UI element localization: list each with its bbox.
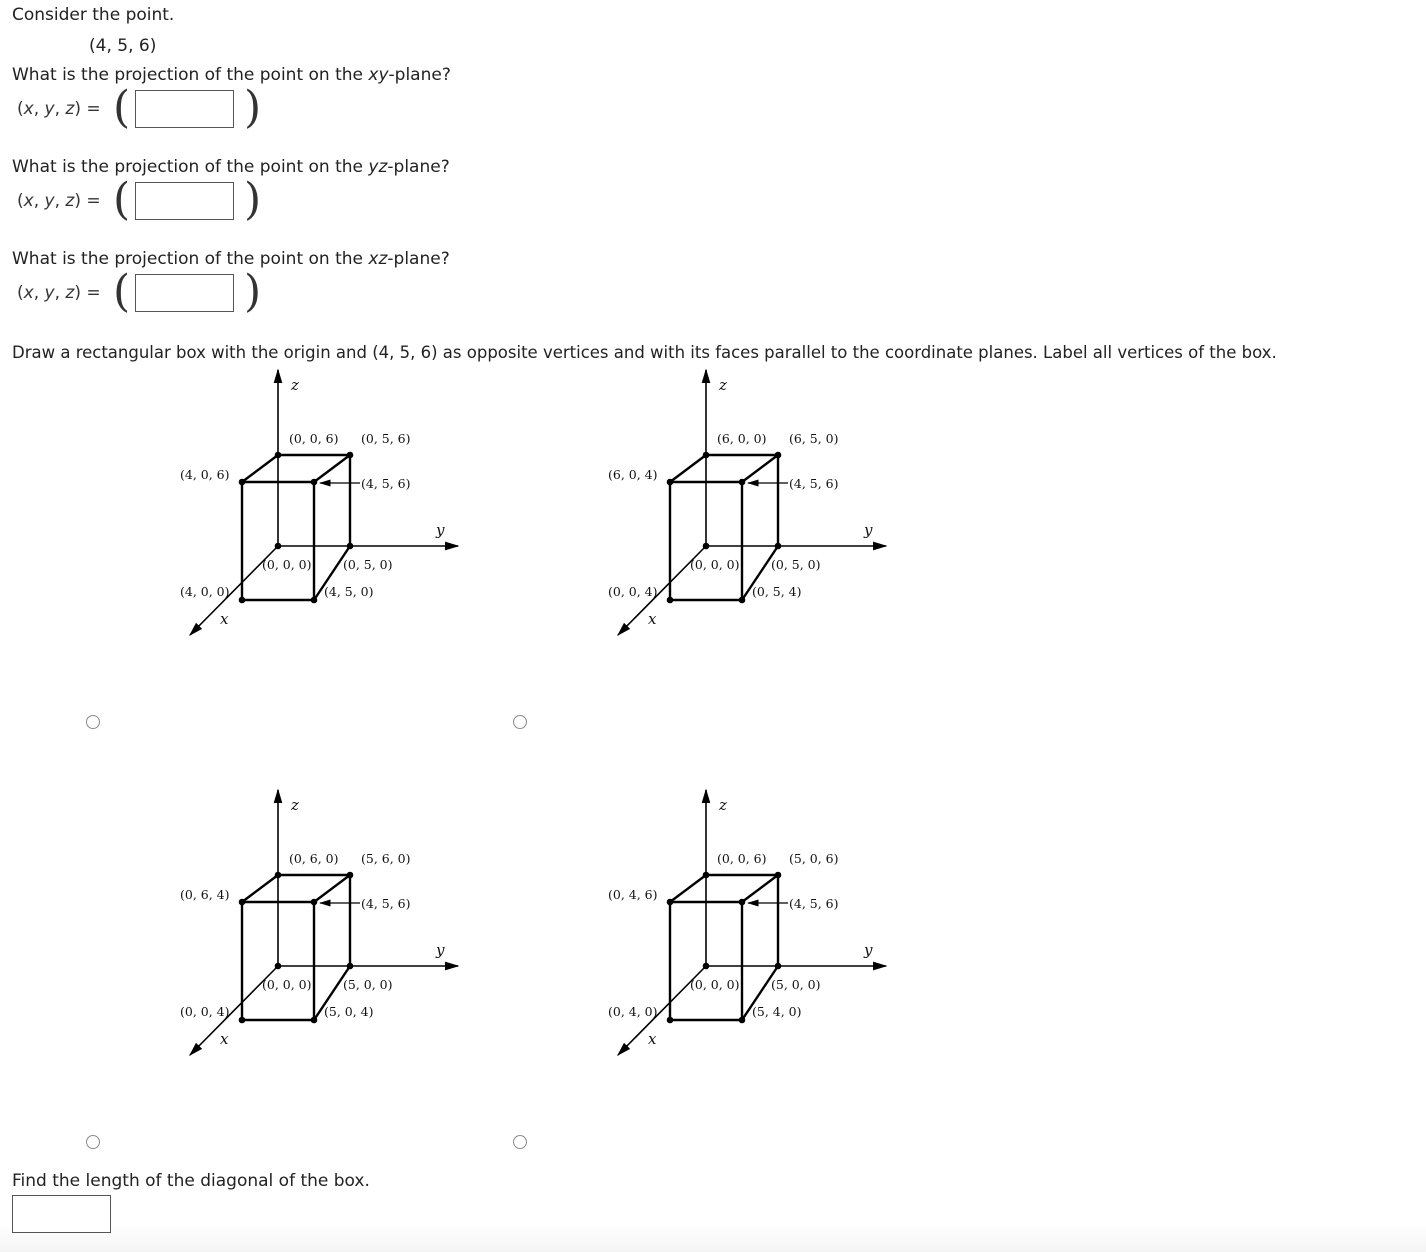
vertex-label: (0, 0, 6) (289, 431, 339, 446)
vertex-label: (4, 5, 6) (789, 476, 839, 491)
z-axis-label: z (291, 796, 299, 814)
x-axis-label: x (648, 1030, 657, 1048)
figure-4-radio[interactable] (513, 1135, 527, 1149)
intro-text: Consider the point. (12, 5, 175, 25)
vertex-label: (5, 0, 0) (343, 977, 393, 992)
question-yz: What is the projection of the point on the yz-plane? (12, 157, 450, 177)
vertex-label: (0, 5, 4) (752, 584, 802, 599)
vertex-label: (6, 5, 0) (789, 431, 839, 446)
y-axis-label: y (436, 941, 445, 959)
vertex-label: (0, 0, 4) (180, 1004, 230, 1019)
vertex-label: (0, 5, 0) (771, 557, 821, 572)
vertex-label: (6, 0, 0) (717, 431, 767, 446)
vertex-label: (4, 5, 0) (324, 584, 374, 599)
figure-1-radio[interactable] (86, 715, 100, 729)
xyz-label-1: (x, y, z) = (17, 99, 101, 119)
vertex-label: (0, 6, 4) (180, 887, 230, 902)
question-xy: What is the projection of the point on the xy-plane? (12, 65, 451, 85)
box-figure-3 (178, 786, 498, 1091)
vertex-dots (239, 872, 354, 1024)
xyz-label-2: (x, y, z) = (17, 191, 101, 211)
box-figure-2 (606, 366, 926, 671)
y-axis-label: y (436, 521, 445, 539)
box-figure-svg (606, 786, 926, 1086)
figure-2-radio[interactable] (513, 715, 527, 729)
vertex-label: (4, 0, 0) (180, 584, 230, 599)
left-paren-3: ( (113, 266, 131, 317)
vertex-label: (5, 4, 0) (752, 1004, 802, 1019)
vertex-dots (667, 452, 782, 604)
vertex-label: (5, 0, 4) (324, 1004, 374, 1019)
vertex-label: (6, 0, 4) (608, 467, 658, 482)
box-figure-1 (178, 366, 498, 671)
z-axis-label: z (719, 796, 727, 814)
box-edges (242, 455, 350, 600)
left-paren-2: ( (113, 174, 131, 225)
yz-projection-input[interactable] (135, 182, 234, 220)
z-axis-label: z (291, 376, 299, 394)
vertex-label: (0, 0, 6) (717, 851, 767, 866)
vertex-label: (4, 5, 6) (789, 896, 839, 911)
vertex-label: (4, 0, 6) (180, 467, 230, 482)
vertex-label: (0, 0, 0) (690, 977, 740, 992)
vertex-dots (667, 872, 782, 1024)
z-axis-label: z (719, 376, 727, 394)
box-instruction: Draw a rectangular box with the origin and (4, 5, 6) as opposite vertices and with its faces parallel to the coordinate planes. Label all vertices of the box. (12, 343, 1277, 362)
vertex-label: (0, 6, 0) (289, 851, 339, 866)
box-edges (670, 875, 778, 1020)
x-axis-label: x (648, 610, 657, 628)
box-figure-svg (178, 786, 498, 1086)
box-figure-svg (606, 366, 926, 666)
vertex-label: (0, 5, 0) (343, 557, 393, 572)
bottom-fade (0, 1225, 1426, 1252)
box-figure-svg (178, 366, 498, 666)
box-edges (242, 875, 350, 1020)
right-paren-3: ) (244, 266, 262, 317)
xz-projection-input[interactable] (135, 274, 234, 312)
x-axis-label: x (220, 610, 229, 628)
x-axis-label: x (220, 1030, 229, 1048)
vertex-label: (0, 4, 0) (608, 1004, 658, 1019)
vertex-label: (0, 0, 0) (262, 977, 312, 992)
box-figure-4 (606, 786, 926, 1091)
question-xz: What is the projection of the point on the xz-plane? (12, 249, 450, 269)
y-axis-label: y (864, 941, 873, 959)
vertex-label: (5, 0, 0) (771, 977, 821, 992)
right-paren-1: ) (244, 82, 262, 133)
vertex-label: (5, 6, 0) (361, 851, 411, 866)
vertex-label: (0, 0, 4) (608, 584, 658, 599)
vertex-label: (0, 0, 0) (690, 557, 740, 572)
diagonal-length-input[interactable] (12, 1195, 111, 1233)
diagonal-question: Find the length of the diagonal of the box. (12, 1171, 370, 1191)
vertex-label: (0, 5, 6) (361, 431, 411, 446)
xy-projection-input[interactable] (135, 90, 234, 128)
xyz-label-3: (x, y, z) = (17, 283, 101, 303)
right-paren-2: ) (244, 174, 262, 225)
vertex-label: (4, 5, 6) (361, 896, 411, 911)
vertex-label: (0, 4, 6) (608, 887, 658, 902)
figure-3-radio[interactable] (86, 1135, 100, 1149)
y-axis-label: y (864, 521, 873, 539)
box-edges (670, 455, 778, 600)
point-value: (4, 5, 6) (89, 36, 157, 56)
vertex-label: (4, 5, 6) (361, 476, 411, 491)
vertex-label: (5, 0, 6) (789, 851, 839, 866)
vertex-label: (0, 0, 0) (262, 557, 312, 572)
left-paren-1: ( (113, 82, 131, 133)
vertex-dots (239, 452, 354, 604)
